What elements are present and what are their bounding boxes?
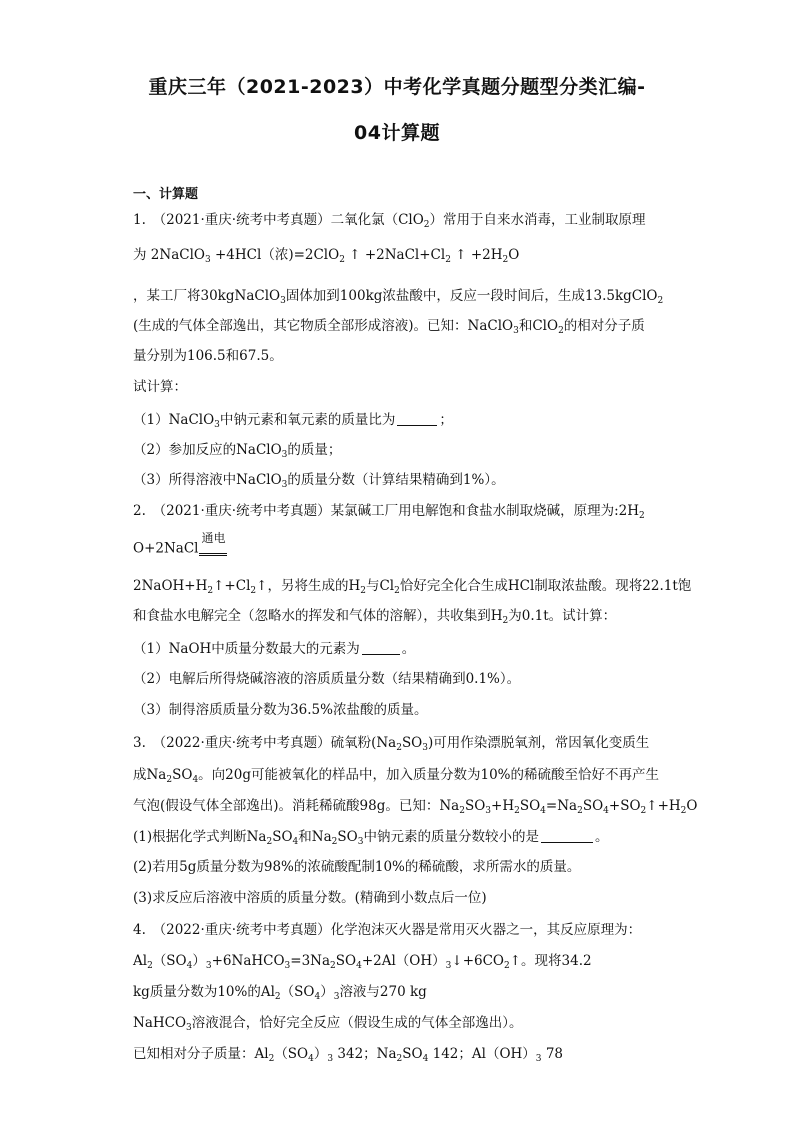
q2-line2: O+2NaCl 通电 xyxy=(133,542,228,556)
electrolysis-condition: 通电 xyxy=(198,542,228,556)
q2-intro: 2. （2021·重庆·统考中考真题）某氯碱工厂用电解饱和食盐水制取烧碱，原理为$:2H_2$ xyxy=(133,503,645,521)
q1-sub1: （1）NaClO$_3$中钠元素和氧元素的质量比为 ； xyxy=(133,412,453,430)
q1-line5: 量分别为106.5和67.5。 xyxy=(133,348,283,364)
q1-sub3: （3）所得溶液中NaClO$_3$的质量分数（计算结果精确到1%）。 xyxy=(133,472,505,490)
q2-line4: 和食盐水电解完全（忽略水的挥发和气体的溶解），共收集到$H_2$为0.1t。试计算： xyxy=(133,608,617,626)
q4-equation: $Al_2(SO_4)_3+6NaHCO_3=3Na_2SO_4+2Al(OH)_3↓+6CO_2↑$。现将34.2 xyxy=(133,953,592,971)
q1-sub2: （2）参加反应的NaClO$_3$的质量； xyxy=(133,442,342,460)
q1-intro: 1. （2021·重庆·统考中考真题）二氧化氯（ClO$_2$）常用于自来水消毒，工业制取原理 xyxy=(133,212,646,230)
q2-sub2: （2）电解后所得烧碱溶液的溶质质量分数（结果精确到0.1%）。 xyxy=(133,671,521,687)
document-title-line2: 04计算题 xyxy=(354,122,440,144)
q3-line2: 成$Na_2SO_4$。向20g可能被氧化的样品中，加入质量分数为10%的稀硫酸至恰好不再产生 xyxy=(133,767,659,785)
q3-sub2: (2)若用5g质量分数为98%的浓硫酸配制10%的稀硫酸，求所需水的质量。 xyxy=(133,859,581,875)
document-title-line1: 重庆三年（2021-2023）中考化学真题分题型分类汇编- xyxy=(148,76,646,98)
q4-intro: 4. （2022·重庆·统考中考真题）化学泡沫灭火器是常用灭火器之一，其反应原理为： xyxy=(133,922,642,938)
q4-line4: NaHCO$_3$溶液混合，恰好完全反应（假设生成的气体全部逸出）。 xyxy=(133,1015,523,1033)
q2-sub3: （3）制得溶质质量分数为36.5%浓盐酸的质量。 xyxy=(133,702,428,718)
q1-line3: ，某工厂将30kgNaClO$_3$固体加到100kg浓盐酸中，反应一段时间后，生成13.5kgClO$_2$ xyxy=(133,288,664,306)
answer-blank[interactable] xyxy=(397,413,437,426)
answer-blank[interactable] xyxy=(541,830,593,843)
q2-line3: $2NaOH+H_2↑+Cl_2↑$，另将生成的$H_2$与$Cl_2$恰好完全化合生成HCl制取浓盐酸。现将22.1t饱 xyxy=(133,578,692,596)
q3-intro: 3. （2022·重庆·统考中考真题）硫氧粉$(Na_2SO_3)$可用作染漂脱氧剂，常因氧化变质生 xyxy=(133,735,650,753)
q1-line6: 试计算： xyxy=(133,379,187,395)
q2-sub1: （1）NaOH中质量分数最大的元素为 。 xyxy=(133,641,416,657)
q4-line5: 已知相对分子质量：$Al_2(SO_4)_3$ 342；$Na_2SO_4$ 142；$Al(OH)_3$ 78 xyxy=(133,1046,564,1064)
q1-line4: (生成的气体全部逸出，其它物质全部形成溶液)。已知：NaClO$_3$和ClO$_2$的相对分子质 xyxy=(133,318,645,336)
q1-equation: 为 2NaClO$_3$ +4HCl（浓)=2ClO$_2$ ↑ $+2NaCl+Cl_2$ ↑ $+2H_2O$ xyxy=(133,247,520,265)
q3-sub3: (3)求反应后溶液中溶质的质量分数。(精确到小数点后一位) xyxy=(133,890,487,906)
q4-line3: kg质量分数为10%的$Al_2(SO_4)_3$溶液与270 kg xyxy=(133,984,427,1002)
section-heading: 一、计算题 xyxy=(133,187,199,202)
q3-line3: 气泡(假设气体全部逸出)。消耗稀硫酸98g。已知：$Na_2SO_3+H_2SO_4=Na_2SO_4+SO_2↑+H_2O$ xyxy=(133,798,698,816)
answer-blank[interactable] xyxy=(362,642,400,655)
q3-sub1: (1)根据化学式判断$Na_2SO_4$和$Na_2SO_3$中钠元素的质量分数较小的是 。 xyxy=(133,829,609,847)
